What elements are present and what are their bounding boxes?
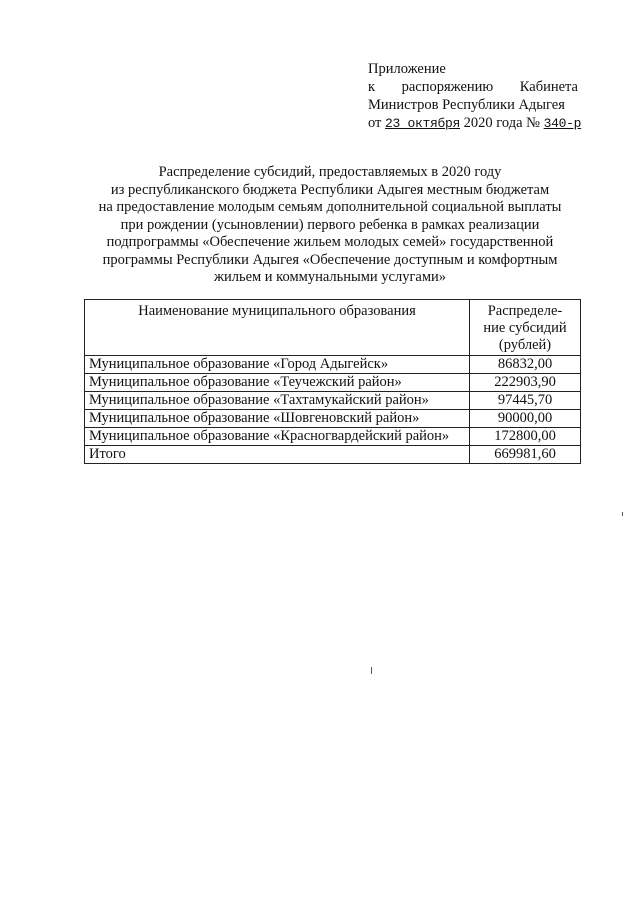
date-stamp: 23 октября <box>385 116 461 131</box>
heading-line: на предоставление молодым семьям дополнительной социальной выплаты <box>98 199 562 215</box>
table-row <box>85 410 581 428</box>
table-total-row <box>85 446 581 464</box>
subsidy-distribution-table <box>84 299 581 464</box>
appendix-word-k: к <box>368 79 376 95</box>
scan-mark <box>371 667 372 674</box>
subsidy-amount-cell: 86832,00 <box>470 356 581 374</box>
heading-line: жильем и коммунальными услугами» <box>213 269 447 285</box>
appendix-title: Приложение <box>368 61 446 77</box>
header-amount-line: ние субсидий <box>483 320 567 336</box>
order-number-stamp: 340-р <box>543 116 582 131</box>
date-prefix: от <box>368 115 382 131</box>
heading-line: при рождении (усыновлении) первого ребенка в рамках реализации <box>120 216 540 233</box>
subsidy-amount-cell: 97445,70 <box>470 392 581 410</box>
subsidy-amount-cell: 172800,00 <box>470 428 581 446</box>
total-amount-cell: 669981,60 <box>470 446 581 464</box>
header-name-cell: Наименование муниципального образования <box>85 300 470 356</box>
appendix-word-order: распоряжению <box>401 79 494 95</box>
appendix-date-line <box>368 114 582 133</box>
heading-line: программы Республики Адыгея «Обеспечение доступным и комфортным <box>102 251 558 268</box>
table-row <box>85 428 581 446</box>
table-row <box>85 374 581 392</box>
municipality-name-cell: Муниципальное образование «Теучежский район» <box>85 374 470 392</box>
subsidy-amount-cell: 90000,00 <box>470 410 581 428</box>
appendix-word-cabinet: Кабинета <box>519 79 578 95</box>
municipality-name-cell: Муниципальное образование «Шовгеновский район» <box>85 410 470 428</box>
heading-line: подпрограммы «Обеспечение жильем молодых семей» государственной <box>106 234 554 250</box>
municipality-name-cell: Муниципальное образование «Тахтамукайский район» <box>85 392 470 410</box>
heading-line: из республиканского бюджета Республики Адыгея местным бюджетам <box>110 181 550 198</box>
table-row <box>85 356 581 374</box>
date-year: 2020 года № <box>463 115 540 131</box>
table-header-row <box>85 300 581 356</box>
scan-mark <box>622 512 623 516</box>
header-amount-line: (рублей) <box>498 337 552 353</box>
heading-line: Распределение субсидий, предоставляемых в 2020 году <box>158 164 502 180</box>
total-label-cell: Итого <box>85 446 470 464</box>
table-row <box>85 392 581 410</box>
subsidy-amount-cell: 222903,90 <box>470 374 581 392</box>
header-amount-line: Распределе- <box>487 303 563 319</box>
municipality-name-cell: Муниципальное образование «Красногвардейский район» <box>85 428 470 446</box>
document-heading <box>70 164 590 287</box>
header-amount-cell <box>470 300 581 356</box>
appendix-reference-line <box>368 78 578 96</box>
appendix-ministers-line: Министров Республики Адыгея <box>368 97 565 113</box>
appendix-block <box>368 60 582 133</box>
municipality-name-cell: Муниципальное образование «Город Адыгейск» <box>85 356 470 374</box>
